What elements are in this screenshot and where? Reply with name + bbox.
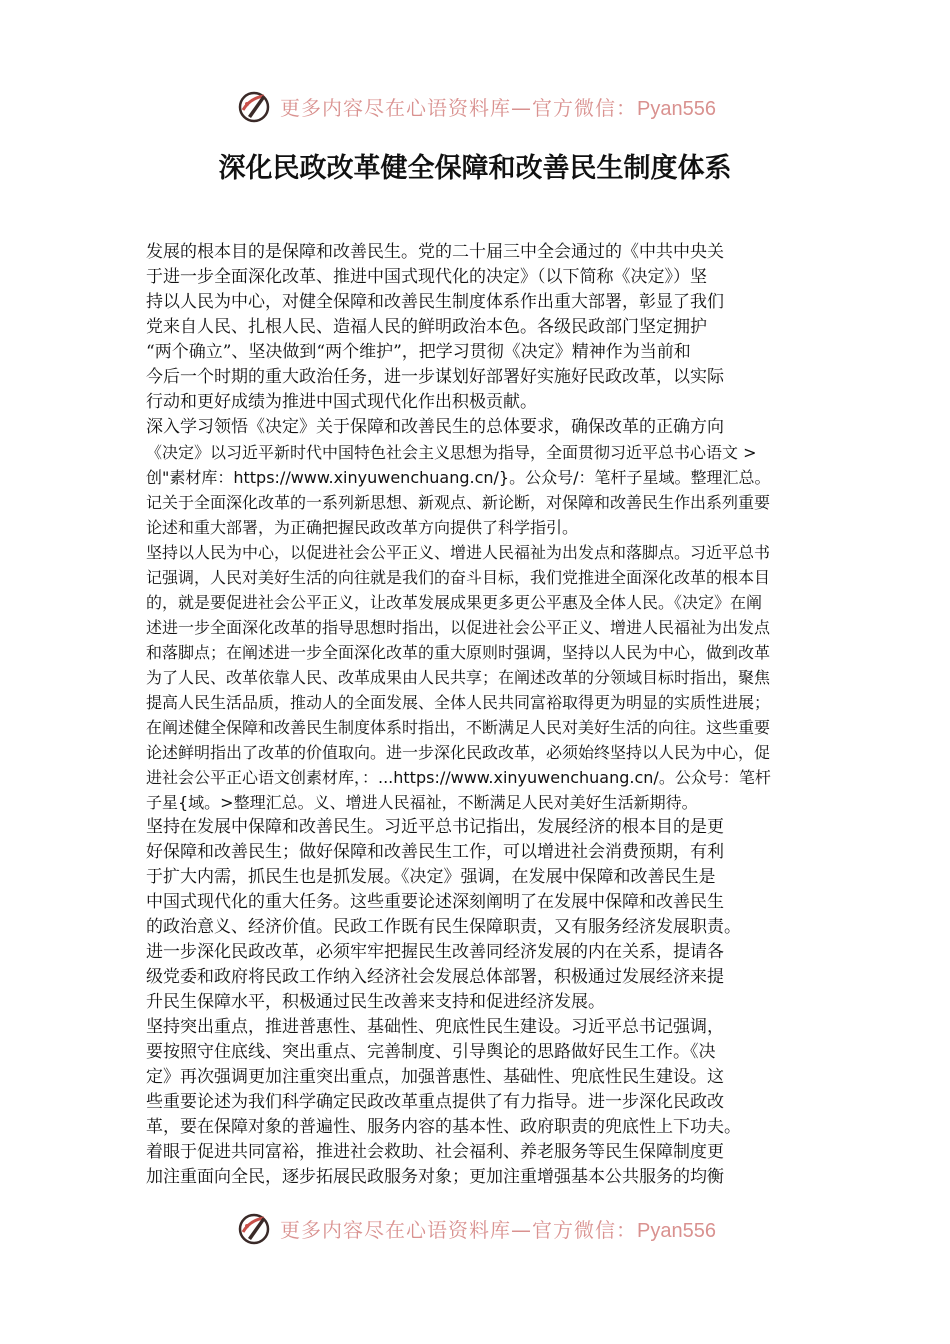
body-text-line: 坚持突出重点，推进普惠性、基础性、兜底性民生建设。习近平总书记强调，	[146, 1017, 724, 1037]
body-text-line: 些重要论述为我们科学确定民政改革重点提供了有力指导。进一步深化民政改	[146, 1092, 724, 1112]
body-text-line: 加注重面向全民，逐步拓展民政服务对象；更加注重增强基本公共服务的均衡	[146, 1167, 724, 1187]
body-text-line: 发展的根本目的是保障和改善民生。党的二十届三中全会通过的《中共中央关	[146, 242, 724, 262]
body-text-line: 好保障和改善民生；做好保障和改善民生工作，可以增进社会消费预期，有利	[146, 842, 724, 862]
body-text-line: 中国式现代化的重大任务。这些重要论述深刻阐明了在发展中保障和改善民生	[146, 892, 724, 912]
body-text-line: 子星{域。>整理汇总。义、增进人民福祉，不断满足人民对美好生活新期待。	[146, 793, 698, 812]
body-text-line: 的政治意义、经济价值。民政工作既有民生保障职责，又有服务经济发展职责。	[146, 917, 741, 937]
footer-watermark-text: 更多内容尽在心语资料库—官方微信：Pyan556	[280, 1217, 716, 1242]
footer-wechat-id: Pyan556	[637, 1219, 716, 1242]
brand-logo-icon	[234, 1208, 274, 1248]
body-text-line: 今后一个时期的重大政治任务，进一步谋划好部署好实施好民政改革，以实际	[146, 367, 724, 387]
body-text-line: 党来自人民、扎根人民、造福人民的鲜明政治本色。各级民政部门坚定拥护	[146, 317, 707, 337]
page-title: 深化民政改革健全保障和改善民生制度体系	[218, 153, 732, 184]
body-text-line: 和落脚点；在阐述进一步全面深化改革的重大原则时强调，坚持以人民为中心，做到改革	[146, 643, 771, 662]
body-text-line: 持以人民为中心，对健全保障和改善民生制度体系作出重大部署，彰显了我们	[146, 292, 724, 312]
body-text-line: 于扩大内需，抓民生也是抓发展。《决定》强调，在发展中保障和改善民生是	[146, 867, 716, 887]
body-text-line: 深入学习领悟《决定》关于保障和改善民生的总体要求，确保改革的正确方向	[146, 417, 724, 437]
body-text-line: 创"素材库：https://www.xinyuwenchuang.cn/}。公众号/：笔杆子星域。整理汇总。	[146, 468, 771, 487]
body-text-line: 级党委和政府将民政工作纳入经济社会发展总体部署，积极通过发展经济来提	[146, 967, 724, 987]
body-text-line: 进社会公平正心语文创素材库，：...https://www.xinyuwenchuang.cn/。公众号：笔杆	[146, 768, 771, 787]
body-text-line: 述进一步全面深化改革的指导思想时指出，以促进社会公平正义、增进人民福祉为出发点	[146, 618, 771, 637]
header-watermark-banner	[0, 84, 950, 128]
body-text-line: 要按照守住底线、突出重点、完善制度、引导舆论的思路做好民生工作。《决	[146, 1042, 716, 1062]
body-text-line: 升民生保障水平，积极通过民生改善来支持和促进经济发展。	[146, 992, 605, 1012]
body-text-line: 提高人民生活品质，推动人的全面发展、全体人民共同富裕取得更为明显的实质性进展；	[146, 693, 771, 712]
body-text-line: 的，就是要促进社会公平正义，让改革发展成果更多更公平惠及全体人民。《决定》在阐	[146, 593, 763, 612]
body-text-line: 行动和更好成绩为推进中国式现代化作出积极贡献。	[146, 392, 537, 412]
body-text-line: 《决定》以习近平新时代中国特色社会主义思想为指导，全面贯彻习近平总书心语文 >	[146, 443, 757, 462]
brand-logo-icon	[234, 86, 274, 126]
article-body	[146, 240, 808, 1190]
footer-watermark-banner	[0, 1206, 950, 1250]
body-text-line: 革，要在保障对象的普遍性、服务内容的基本性、政府职责的兜底性上下功夫。	[146, 1117, 741, 1137]
body-text-line: “两个确立”、坚决做到“两个维护”，把学习贯彻《决定》精神作为当前和	[146, 342, 691, 362]
body-text-line: 定》再次强调更加注重突出重点，加强普惠性、基础性、兜底性民生建设。这	[146, 1067, 724, 1087]
body-text-line: 着眼于促进共同富裕，推进社会救助、社会福利、养老服务等民生保障制度更	[146, 1142, 724, 1162]
body-text-line: 进一步深化民政改革，必须牢牢把握民生改善同经济发展的内在关系，提请各	[146, 942, 724, 962]
body-text-line: 记强调，人民对美好生活的向往就是我们的奋斗目标，我们党推进全面深化改革的根本目	[146, 568, 771, 587]
header-watermark-text: 更多内容尽在心语资料库—官方微信：Pyan556	[280, 95, 716, 120]
body-text-line: 记关于全面深化改革的一系列新思想、新观点、新论断，对保障和改善民生作出系列重要	[146, 493, 771, 512]
body-text-line: 于进一步全面深化改革、推进中国式现代化的决定》（以下简称《决定》）坚	[146, 267, 707, 287]
body-text-line: 论述鲜明指出了改革的价值取向。进一步深化民政改革，必须始终坚持以人民为中心，促	[146, 743, 771, 762]
body-text-line: 坚持以人民为中心，以促进社会公平正义、增进人民福祉为出发点和落脚点。习近平总书	[146, 543, 771, 562]
body-text-line: 在阐述健全保障和改善民生制度体系时指出，不断满足人民对美好生活的向往。这些重要	[146, 718, 771, 737]
body-text-line: 坚持在发展中保障和改善民生。习近平总书记指出，发展经济的根本目的是更	[146, 817, 724, 837]
body-text-line: 为了人民、改革依靠人民、改革成果由人民共享；在阐述改革的分领域目标时指出，聚焦	[146, 668, 771, 687]
body-text-line: 论述和重大部署，为正确把握民政改革方向提供了科学指引。	[146, 518, 579, 537]
header-wechat-id: Pyan556	[637, 97, 716, 120]
